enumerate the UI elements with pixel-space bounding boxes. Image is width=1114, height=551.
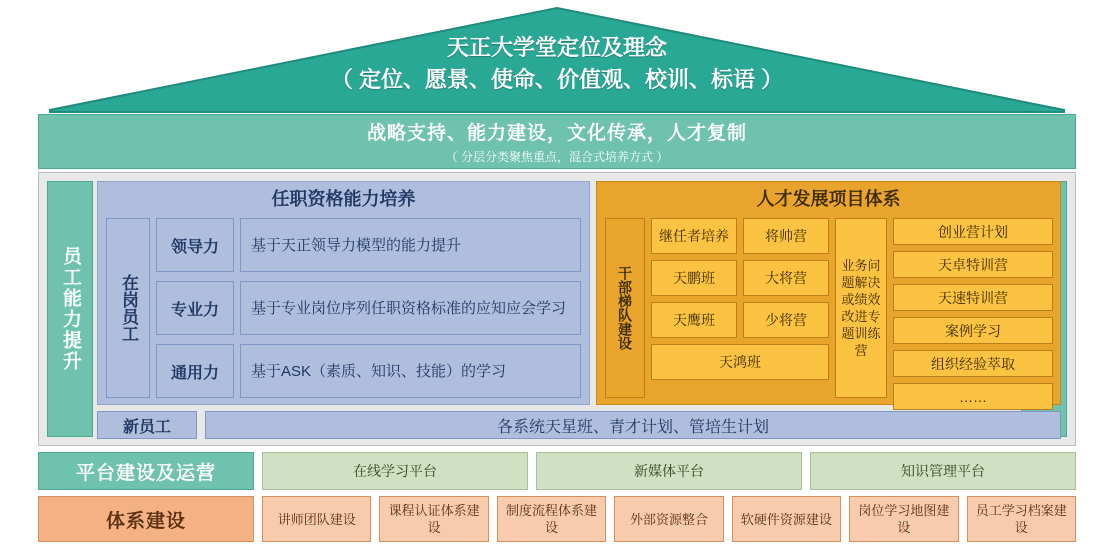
system-row-head: 体系建设 (38, 496, 254, 542)
capability-desc-column (240, 218, 581, 407)
roof-title-block (48, 32, 1066, 96)
system-item-process-system: 制度流程体系建设 (497, 496, 606, 542)
strategy-band-main: 战略支持、能力建设，文化传承，人才复制 (366, 123, 747, 144)
new-employee-row (97, 411, 1061, 439)
roof-title-line1: 天正大学堂定位及理念 (446, 35, 667, 60)
cadre-ladder-label: 干部梯队建设 (617, 266, 633, 350)
capability-desc-general: 基于ASK（素质、知识、技能）的学习 (240, 344, 581, 398)
on-job-employee-label: 在岗员工 (119, 274, 138, 342)
ladder-grid (651, 218, 829, 386)
camp-cell-ellipsis: …… (893, 383, 1053, 410)
talent-development-block (596, 181, 1061, 405)
ladder-row (651, 260, 829, 296)
roof-title-line2: （ 定位、愿景、使命、价值观、校训、标语 ） (330, 67, 784, 92)
main-body (38, 172, 1076, 446)
camp-cell-experience-extraction: 组织经验萃取 (893, 350, 1053, 377)
ladder-cell-successor: 继任者培养 (651, 218, 737, 254)
camp-cell-tianzhuo: 天卓特训营 (893, 251, 1053, 278)
system-item-external-resources: 外部资源整合 (614, 496, 723, 542)
capability-desc-professional: 基于专业岗位序列任职资格标准的应知应会学习 (240, 281, 581, 335)
new-employee-programs: 各系统天星班、青才计划、管培生计划 (205, 411, 1061, 439)
ladder-cell-tianpeng: 天鹏班 (651, 260, 737, 296)
system-item-hardware-software: 软硬件资源建设 (732, 496, 841, 542)
roof-shape (48, 6, 1066, 114)
qualification-block-title: 任职资格能力培养 (271, 189, 416, 209)
ladder-cell-tianhong: 天鸿班 (651, 344, 829, 380)
strategy-band-sub: （ 分层分类聚焦重点，混合式培养方式 ） (445, 150, 669, 164)
capability-name-professional: 专业力 (156, 281, 234, 335)
new-employee-label: 新员工 (97, 411, 197, 439)
platform-item-knowledge-management: 知识管理平台 (810, 452, 1076, 490)
talent-block-title: 人才发展项目体系 (756, 189, 901, 209)
business-problem-training-cell: 业务问题解决或绩效改进专题训练营 (835, 218, 887, 398)
capability-name-leadership: 领导力 (156, 218, 234, 272)
camp-cell-case-study: 案例学习 (893, 317, 1053, 344)
on-job-employee-cell (106, 218, 150, 398)
strategy-band (38, 114, 1076, 169)
ladder-row (651, 302, 829, 338)
ladder-cell-major-camp: 大将营 (743, 260, 829, 296)
system-item-trainer-team: 讲师团队建设 (262, 496, 371, 542)
platform-row-head: 平台建设及运营 (38, 452, 254, 490)
pillar-left-label: 员工能力提升 (60, 246, 81, 372)
cadre-ladder-cell (605, 218, 645, 398)
capability-name-general: 通用力 (156, 344, 234, 398)
pillar-left-employee-capability (47, 181, 93, 437)
ladder-cell-general-camp: 将帅营 (743, 218, 829, 254)
system-row (38, 496, 1076, 542)
ladder-cell-minor-camp: 少将营 (743, 302, 829, 338)
ladder-cell-tianying: 天鹰班 (651, 302, 737, 338)
camp-cell-startup: 创业营计划 (893, 218, 1053, 245)
system-item-learning-map: 岗位学习地图建设 (849, 496, 958, 542)
ladder-row (651, 344, 829, 380)
qualification-capability-block (97, 181, 590, 405)
capability-desc-leadership: 基于天正领导力模型的能力提升 (240, 218, 581, 272)
platform-row (38, 452, 1076, 490)
camp-program-column (893, 218, 1053, 416)
platform-item-online-learning: 在线学习平台 (262, 452, 528, 490)
platform-item-new-media: 新媒体平台 (536, 452, 802, 490)
capability-name-column (156, 218, 234, 407)
ladder-row (651, 218, 829, 254)
camp-cell-tiansu: 天速特训营 (893, 284, 1053, 311)
system-item-course-certification: 课程认证体系建设 (379, 496, 488, 542)
system-item-learning-archive: 员工学习档案建设 (967, 496, 1076, 542)
